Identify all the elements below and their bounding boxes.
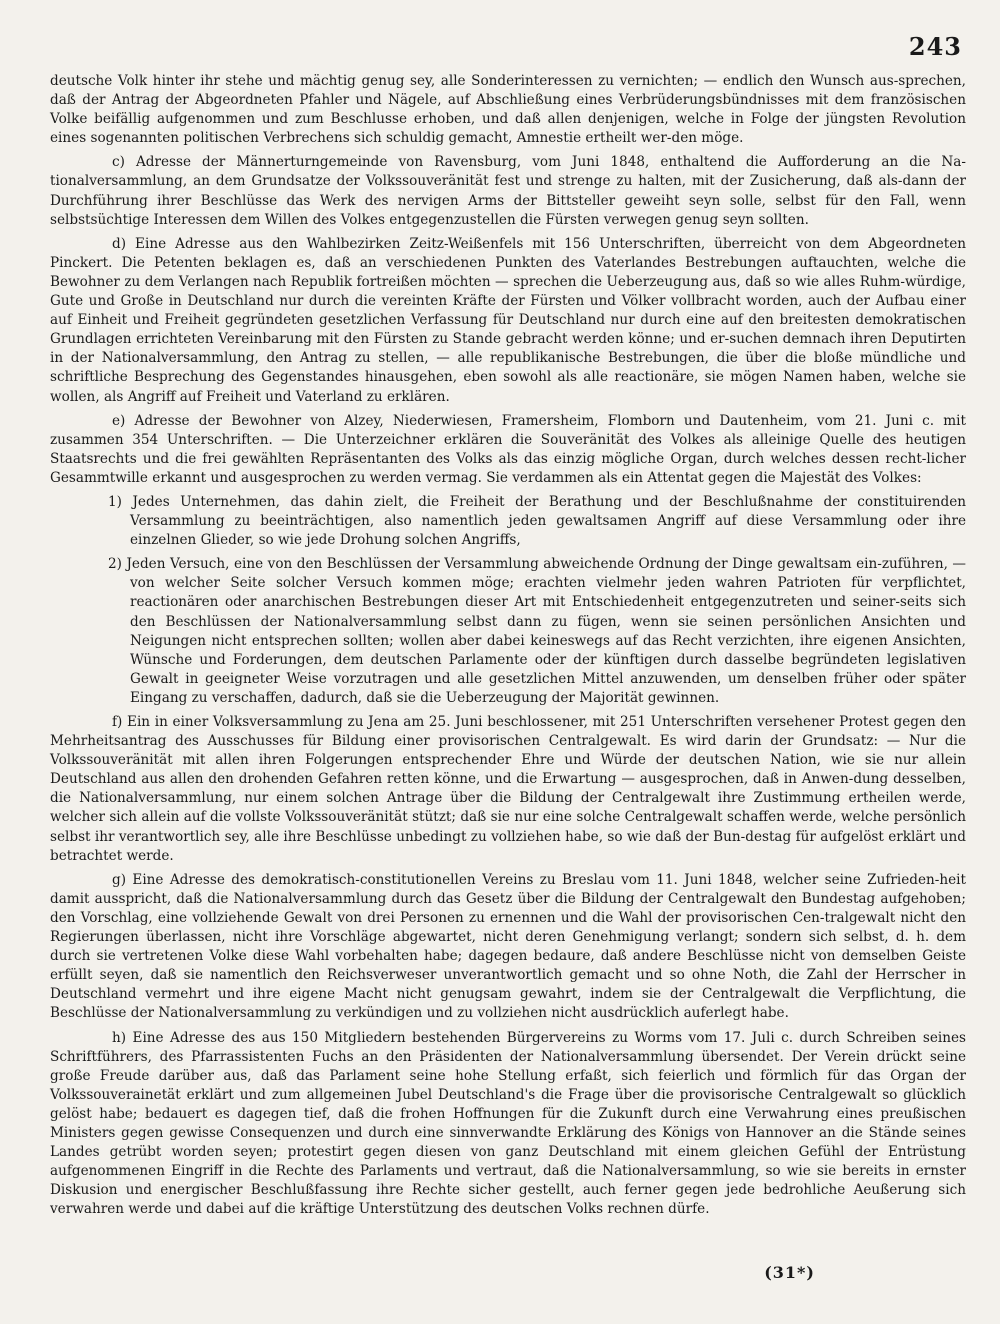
paragraph-c: c) Adresse der Männerturngemeinde von Ravensburg, vom Juni 1848, enthaltend die Aufforderung an die Na-tionalversammlung, an dem Grundsatze der Volkssouveränität fest und strenge zu halten, mit der Zusicherung, daß als-dann der Durchführung ihrer Beschlüsse das Werk des nervigen Arms der Bittsteller geweiht seyn solle, selbst für den Fall, wenn selbstsüchtige Interessen dem Willen des Volkes entgegenzustellen die Fürsten verwegen genug seyn sollten. xyxy=(50,154,966,228)
body-text xyxy=(50,72,966,1224)
list-item-2: 2) Jeden Versuch, eine von den Beschlüssen der Versammlung abweichende Ordnung der Dinge gewaltsam ein-zuführen, — von welcher Seite solcher Versuch kommen möge; erachten vielmehr jeden wahren Patrioten für verpflichtet, reactionären oder anarchischen Bestrebungen dieser Art mit Entschiedenheit entgegenzutreten und seiner-seits sich den Beschlüssen der Nationalversammlung selbst dann zu fügen, wenn sie seinen persönlichen Ansichten und Neigungen nicht entsprechen sollten; wollen aber dabei keineswegs auf das Recht verzichten, ihre eigenen Ansichten, Wünsche und Forderungen, dem deutschen Parlamente oder der künftigen durch dasselbe begründeten legislativen Gewalt in geeigneter Weise vorzutragen und alle gesetzlichen Mittel anzuwenden, um denselben früher oder später Eingang zu verschaffen, dadurch, daß sie die Ueberzeugung der Majorität gewinnen. xyxy=(108,556,966,706)
paragraph-e: e) Adresse der Bewohner von Alzey, Niederwiesen, Framersheim, Flomborn und Dautenheim, vom 21. Juni c. mit zusammen 354 Unterschriften. — Die Unterzeichner erklären die Souveränität des Volkes als alleinige Quelle des heutigen Staatsrechts und die frei gewählten Repräsentanten des Volks als das einzig mögliche Organ, durch welches dessen recht-licher Gesammtwille erkannt und ausgesprochen zu werden vermag. Sie verdammen als ein Attentat gegen die Majestät des Volkes: xyxy=(50,412,966,486)
paragraph-h: h) Eine Adresse des aus 150 Mitgliedern bestehenden Bürgervereins zu Worms vom 17. Juli c. durch Schreiben seines Schriftführers, des Pfarrassistenten Fuchs an den Präsidenten der Nationalversammlung übersendet. Der Verein drückt seine große Freude darüber aus, daß das Parlament seine hohe Stellung erfaßt, sich feierlich und förmlich für das Organ der Volkssouverainetät erklärt und zum allgemeinen Jubel Deutschland's die Frage über die provisorische Centralgewalt so glücklich gelöst habe; bedauert es dagegen tief, daß die frohen Hoffnungen für die Zukunft durch eine Verwahrung eines preußischen Ministers gegen gewisse Consequenzen und durch eine sinnverwandte Erklärung des Königs von Hannover an die Stände seines Landes getrübt worden seyen; protestirt gegen diesen von ganz Deutschland mit einem gleichen Gefühl der Entrüstung aufgenommenen Eingriff in die Rechte des Parlaments und vertraut, daß die Nationalversammlung, so wie sie bereits in ernster Diskusion und energischer Beschlußfassung ihre Rechte sicher gestellt, auch ferner gegen jede bedrohliche Aeußerung sich verwahren werde und dabei auf die kräftige Unterstützung des deutschen Volks rechnen dürfe. xyxy=(50,1029,966,1218)
paragraph-continuation: deutsche Volk hinter ihr stehe und mächtig genug sey, alle Sonderinteressen zu vernichten; — endlich den Wunsch aus-sprechen, daß der Antrag der Abgeordneten Pfahler und Nägele, auf Abschließung eines Verbrüderungsbündnisses mit dem französischen Volke beifällig aufgenommen und zum Beschlusse erhoben, und daß allen denjenigen, welche in Folge der jüngsten Revolution eines sogenannten politischen Verbrechens sich schuldig gemacht, Amnestie ertheilt wer-den möge. xyxy=(50,73,966,147)
paragraph-g: g) Eine Adresse des demokratisch-constitutionellen Vereins zu Breslau vom 11. Juni 1848, welcher seine Zufrieden-heit damit ausspricht, daß die Nationalversammlung durch das Gesetz über die Bildung der Centralgewalt den Bundestag aufgehoben; den Vorschlag, eine vollziehende Gewalt von drei Personen zu ernennen und die Wahl der provisorischen Cen-tralgewalt nicht den Regierungen überlassen, nicht ihre Vorschläge abgewartet, nicht deren Genehmigung verlangt; sondern sich selbst, d. h. dem durch sie vertretenen Volke diese Wahl vorbehalten habe; dagegen bedaure, daß andere Beschlüsse nicht von demselben Geiste erfüllt seyen, daß sie namentlich den Reichsverweser unverantwortlich gemacht und so ohne Noth, die Zahl der Herrscher in Deutschland vermehrt und ihre eigene Macht nicht genugsam gewahrt, indem sie der Centralgewalt die Verpflichtung, die Beschlüsse der Nationalversammlung zu verkündigen und zu vollziehen nicht ausdrücklich auferlegt habe. xyxy=(50,871,966,1022)
list-item-1: 1) Jedes Unternehmen, das dahin zielt, die Freiheit der Berathung und der Beschlußnahme der constituirenden Versammlung zu beeinträchtigen, also namentlich jeden gewaltsamen Angriff auf diese Versammlung oder ihre einzelnen Glieder, so wie jede Drohung solchen Angriffs, xyxy=(108,493,966,549)
paragraph-d: d) Eine Adresse aus den Wahlbezirken Zeitz-Weißenfels mit 156 Unterschriften, überreicht von dem Abgeordneten Pinckert. Die Petenten beklagen es, daß an verschiedenen Punkten des Vaterlandes Bestrebungen auftauchten, welche die Bewohner zu dem Verlangen nach Republik fortreißen möchten — sprechen die Ueberzeugung aus, daß so wie alles Ruhm-würdige, Gute und Große in Deutschland nur durch die vereinten Kräfte der Fürsten und Völker vollbracht worden, auch der Aufbau einer auf Einheit und Freiheit gegründeten gesetzlichen Verfassung für Deutschland nur durch eine auf den breitesten demokratischen Grundlagen errichteten Vereinbarung mit den Fürsten zu Stande gebracht werden könne; und er-suchen demnach ihren Deputirten in der Nationalversammlung, den Antrag zu stellen, — alle republikanische Bestrebungen, die über die bloße mündliche und schriftliche Besprechung des Gegenstandes hinausgehen, eben sowohl als alle reactionäre, sie mögen Namen haben, welche sie wollen, als Angriff auf Freiheit und Vaterland zu erklären. xyxy=(50,235,966,405)
sheet-signature: (31*) xyxy=(764,1263,815,1282)
paragraph-f: f) Ein in einer Volksversammlung zu Jena am 25. Juni beschlossener, mit 251 Unterschriften versehener Protest gegen den Mehrheitsantrag des Ausschusses für Bildung einer provisorischen Centralgewalt. Es wird darin der Grundsatz: — Nur die Volkssouveränität mit allen ihren Folgerungen entsprechender Ehre und Würde der deutschen Nation, wie sie nur allein Deutschland aus allen den drohenden Gefahren retten könne, und die Erwartung — ausgesprochen, daß in Anwen-dung desselben, die Nationalversammlung, nur einem solchen Antrage über die Bildung der Centralgewalt ihre Zustimmung ertheilen werde, welcher sich allein auf die vollste Volkssouveränität stützt; daß sie nur eine solche Centralgewalt schaffen werde, welche persönlich selbst ihr verantwortlich sey, alle ihre Beschlüsse unbedingt zu vollziehen habe, so wie daß der Bun-destag für aufgelöst erklärt und betrachtet werde. xyxy=(50,714,966,864)
page-number: 243 xyxy=(908,32,962,61)
